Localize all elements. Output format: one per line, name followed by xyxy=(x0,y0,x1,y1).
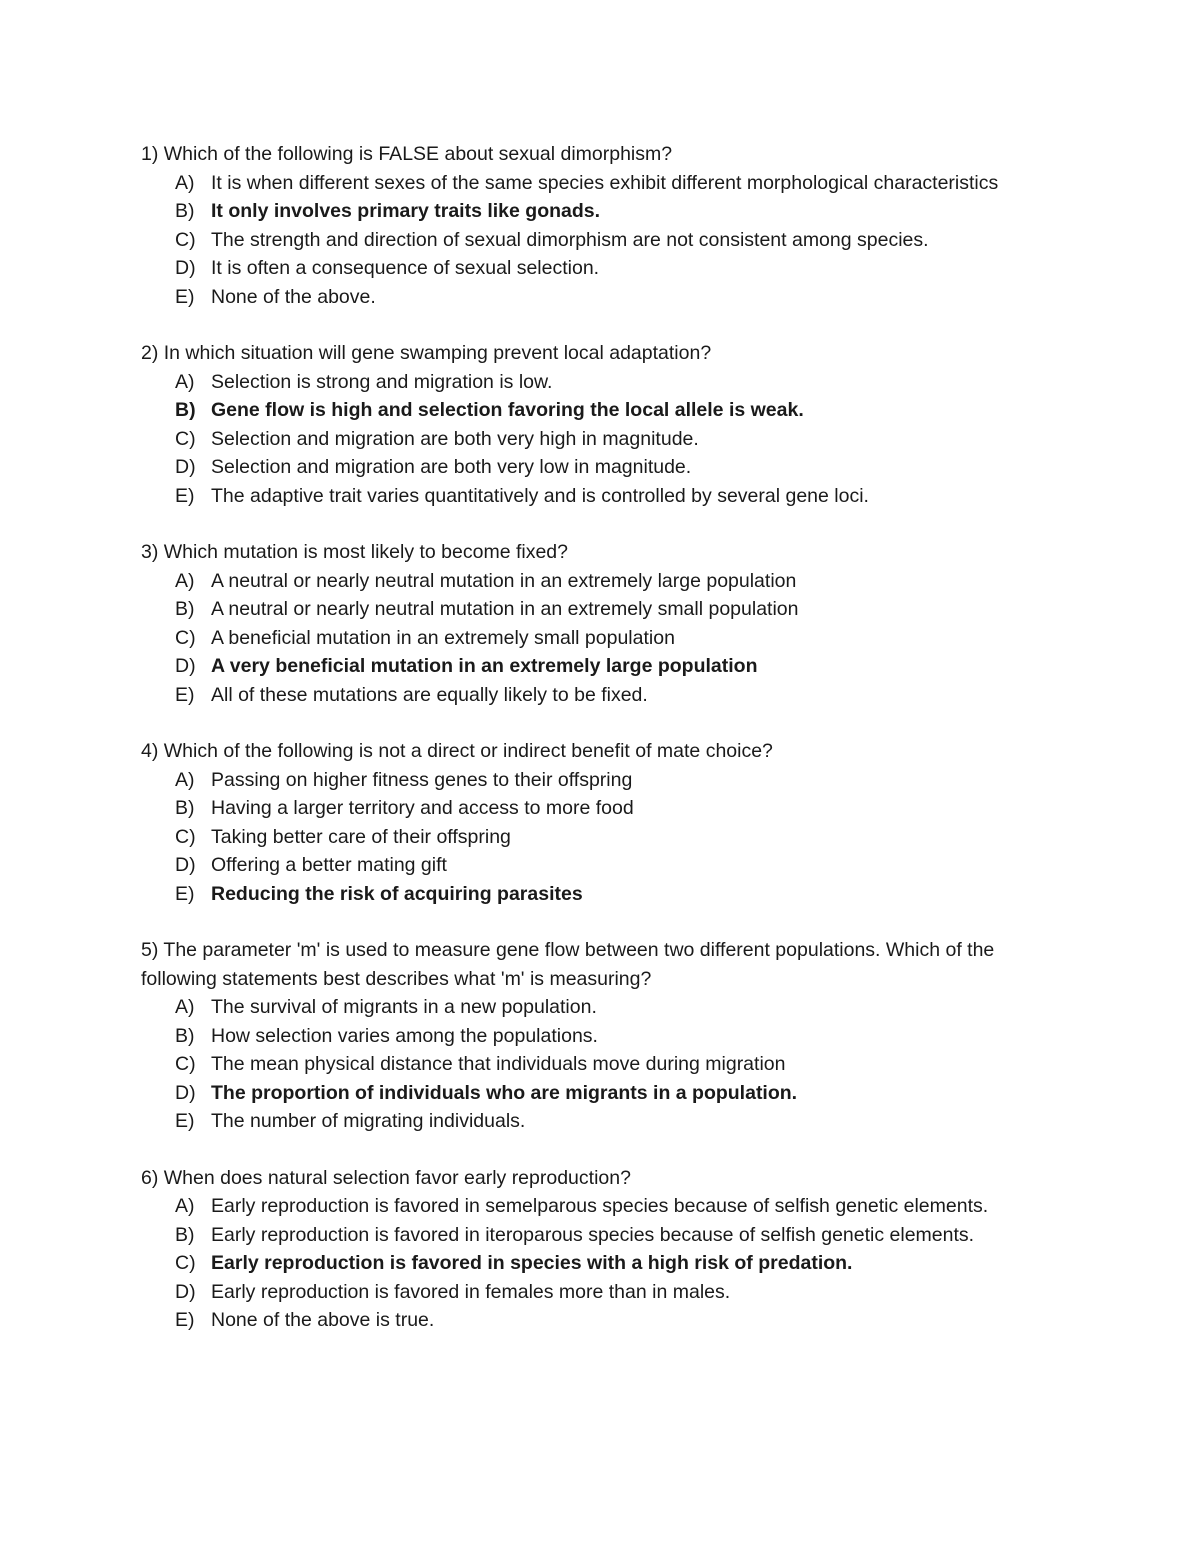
answer-option xyxy=(141,1306,1071,1335)
option-letter: C) xyxy=(175,626,196,649)
option-text: It is when different sexes of the same species exhibit different morphological characteristics xyxy=(211,171,999,194)
option-letter: D) xyxy=(175,456,196,478)
answer-option xyxy=(141,595,1071,624)
answer-option xyxy=(141,396,1071,425)
answer-options xyxy=(141,1192,1071,1335)
option-text: The adaptive trait varies quantitatively and is controlled by several gene loci. xyxy=(211,484,869,507)
option-text: Selection and migration are both very high in magnitude. xyxy=(211,427,699,450)
question-4 xyxy=(141,737,1071,908)
correct-answer-text: Gene flow is high and selection favoring the local allele is weak. xyxy=(211,399,804,421)
option-text: The strength and direction of sexual dimorphism are not consistent among species. xyxy=(211,228,929,251)
option-letter: B) xyxy=(175,399,196,421)
document-page xyxy=(141,140,1071,1363)
option-text: The survival of migrants in a new population. xyxy=(211,996,597,1018)
answer-option xyxy=(141,1221,1071,1250)
option-letter: A) xyxy=(175,996,195,1018)
option-text: It is often a consequence of sexual selection. xyxy=(211,257,600,279)
answer-options xyxy=(141,368,1071,511)
option-letter: E) xyxy=(175,484,195,507)
option-letter: D) xyxy=(175,1280,196,1303)
correct-answer-text: Reducing the risk of acquiring parasites xyxy=(211,882,583,905)
option-letter: B) xyxy=(175,200,195,222)
answer-options xyxy=(141,169,1071,312)
option-text: The number of migrating individuals. xyxy=(211,1110,526,1132)
question-stem: 5) The parameter 'm' is used to measure gene flow between two different populations. Which of the following statements best describes what 'm' is measuring? xyxy=(141,939,995,990)
answer-options xyxy=(141,766,1071,909)
option-text: All of these mutations are equally likely to be fixed. xyxy=(211,683,648,706)
option-text: Having a larger territory and access to more food xyxy=(211,797,634,819)
answer-option xyxy=(141,681,1071,710)
answer-option xyxy=(141,226,1071,255)
answer-option xyxy=(141,766,1071,795)
answer-option xyxy=(141,197,1071,226)
correct-answer-text: A very beneficial mutation in an extremely large population xyxy=(211,655,758,677)
answer-option xyxy=(141,425,1071,454)
option-letter: A) xyxy=(175,768,195,791)
question-5 xyxy=(141,936,1071,1136)
option-letter: A) xyxy=(175,1195,195,1217)
option-letter: A) xyxy=(175,171,195,194)
answer-option xyxy=(141,1278,1071,1307)
answer-option xyxy=(141,368,1071,397)
question-6 xyxy=(141,1164,1071,1335)
question-stem: 3) Which mutation is most likely to become fixed? xyxy=(141,541,569,563)
option-text: Taking better care of their offspring xyxy=(211,825,511,848)
answer-options xyxy=(141,993,1071,1136)
answer-option xyxy=(141,823,1071,852)
option-letter: D) xyxy=(175,257,196,279)
option-letter: E) xyxy=(175,683,195,706)
option-text: Early reproduction is favored in females more than in males. xyxy=(211,1280,731,1303)
answer-option xyxy=(141,169,1071,198)
option-letter: B) xyxy=(175,598,195,620)
answer-option xyxy=(141,993,1071,1022)
answer-option xyxy=(141,851,1071,880)
question-3 xyxy=(141,538,1071,709)
option-text: How selection varies among the populations. xyxy=(211,1024,598,1047)
question-2 xyxy=(141,339,1071,510)
correct-answer-text: It only involves primary traits like gonads. xyxy=(211,200,601,222)
option-text: Offering a better mating gift xyxy=(211,854,447,876)
question-stem: 6) When does natural selection favor early reproduction? xyxy=(141,1166,631,1189)
correct-answer-text: The proportion of individuals who are migrants in a population. xyxy=(211,1081,798,1104)
option-letter: E) xyxy=(175,285,195,308)
answer-option xyxy=(141,794,1071,823)
option-letter: B) xyxy=(175,1024,195,1047)
question-stem: 4) Which of the following is not a direct or indirect benefit of mate choice? xyxy=(141,740,773,762)
answer-option xyxy=(141,1107,1071,1136)
option-letter: D) xyxy=(175,655,196,677)
answer-option xyxy=(141,1192,1071,1221)
option-letter: C) xyxy=(175,825,196,848)
answer-option xyxy=(141,283,1071,312)
answer-option xyxy=(141,652,1071,681)
option-letter: D) xyxy=(175,854,196,876)
question-stem: 2) In which situation will gene swamping prevent local adaptation? xyxy=(141,342,712,364)
option-letter: C) xyxy=(175,228,196,251)
option-letter: D) xyxy=(175,1081,196,1104)
option-letter: E) xyxy=(175,1309,195,1331)
answer-option xyxy=(141,453,1071,482)
option-text: Early reproduction is favored in iteroparous species because of selfish genetic elements. xyxy=(211,1223,975,1246)
option-letter: A) xyxy=(175,569,195,592)
option-text: A neutral or nearly neutral mutation in an extremely large population xyxy=(211,569,797,592)
option-letter: E) xyxy=(175,1110,195,1132)
answer-option xyxy=(141,1050,1071,1079)
option-letter: A) xyxy=(175,370,195,393)
answer-option xyxy=(141,1079,1071,1108)
option-text: None of the above is true. xyxy=(211,1309,435,1331)
option-text: The mean physical distance that individuals move during migration xyxy=(211,1053,786,1075)
correct-answer-text: Early reproduction is favored in species with a high risk of predation. xyxy=(211,1252,853,1274)
answer-option xyxy=(141,624,1071,653)
option-letter: C) xyxy=(175,1252,196,1274)
option-text: A beneficial mutation in an extremely small population xyxy=(211,626,675,649)
option-letter: B) xyxy=(175,797,195,819)
answer-option xyxy=(141,880,1071,909)
option-text: A neutral or nearly neutral mutation in an extremely small population xyxy=(211,598,799,620)
option-text: None of the above. xyxy=(211,285,376,308)
answer-option xyxy=(141,1022,1071,1051)
option-letter: C) xyxy=(175,427,196,450)
option-text: Selection is strong and migration is low. xyxy=(211,370,553,393)
option-letter: C) xyxy=(175,1053,196,1075)
answer-option xyxy=(141,1249,1071,1278)
answer-option xyxy=(141,482,1071,511)
option-text: Early reproduction is favored in semelparous species because of selfish genetic elements. xyxy=(211,1195,989,1217)
answer-options xyxy=(141,567,1071,710)
question-stem: 1) Which of the following is FALSE about sexual dimorphism? xyxy=(141,143,673,165)
option-text: Passing on higher fitness genes to their offspring xyxy=(211,768,633,791)
question-1 xyxy=(141,140,1071,311)
option-letter: E) xyxy=(175,882,195,905)
answer-option xyxy=(141,254,1071,283)
option-letter: B) xyxy=(175,1223,195,1246)
option-text: Selection and migration are both very low in magnitude. xyxy=(211,456,692,478)
answer-option xyxy=(141,567,1071,596)
